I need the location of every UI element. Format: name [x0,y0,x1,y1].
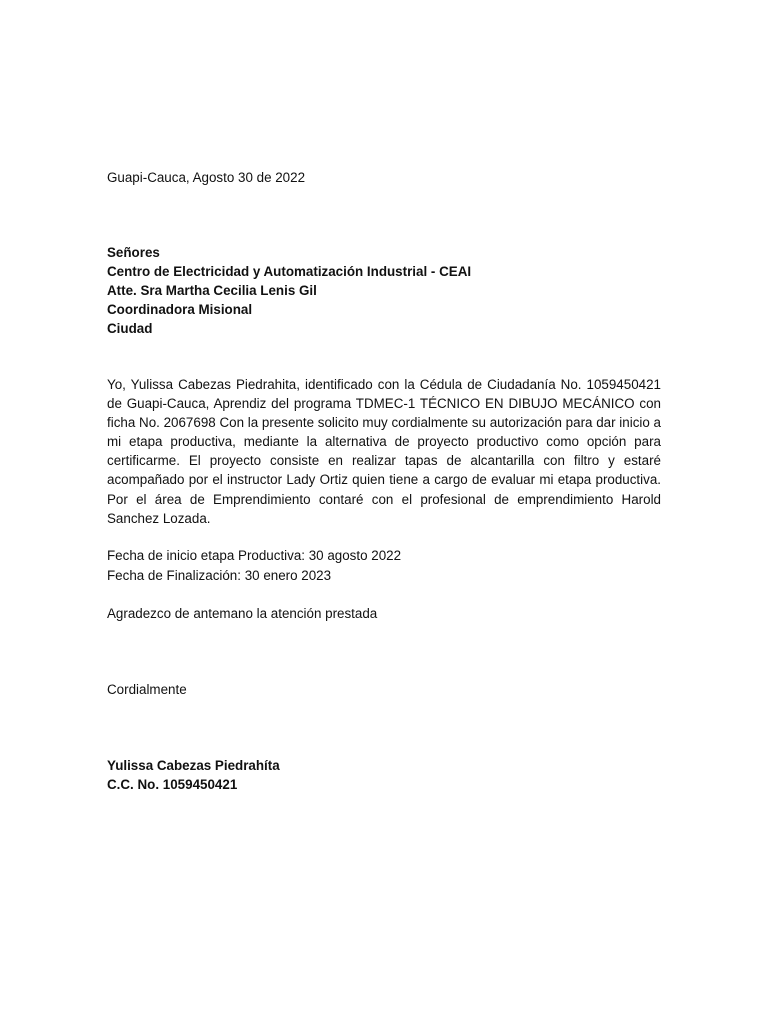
recipient-attention: Atte. Sra Martha Cecilia Lenis Gil [107,283,317,298]
place-date: Guapi-Cauca, Agosto 30 de 2022 [107,170,306,185]
signature-id: C.C. No. 1059450421 [107,777,238,792]
recipient-organization: Centro de Electricidad y Automatización Industrial - CEAI [107,264,472,279]
signature-name: Yulissa Cabezas Piedrahíta [107,758,280,773]
recipient-salutation: Señores [107,245,160,260]
recipient-role: Coordinadora Misional [107,302,253,317]
thanks-line: Agradezco de antemano la atención prestada [107,606,378,621]
recipient-block [107,243,471,338]
letter-body: Yo, Yulissa Cabezas Piedrahita, identificado con la Cédula de Ciudadanía No. 1059450421 de Guapi-Cauca, Aprendiz del programa TDMEC-1 TÉCNICO EN DIBUJO MECÁNICO con ficha No. 2067698 Con la presente solicito muy cordialmente su autorización para dar inicio a mi etapa productiva, mediante la alternativa de proyecto productivo como opción para certificarme. El proyecto consiste en realizar tapas de alcantarilla con filtro y estaré acompañado por el instructor Lady Ortiz quien tiene a cargo de evaluar mi etapa productiva. Por el área de Emprendimiento contaré con el profesional de emprendimiento Harold Sanchez Lozada. [107,377,661,526]
recipient-city: Ciudad [107,321,153,336]
closing-line: Cordialmente [107,682,187,697]
end-date-line: Fecha de Finalización: 30 enero 2023 [107,568,332,583]
start-date-line: Fecha de inicio etapa Productiva: 30 agosto 2022 [107,548,402,563]
